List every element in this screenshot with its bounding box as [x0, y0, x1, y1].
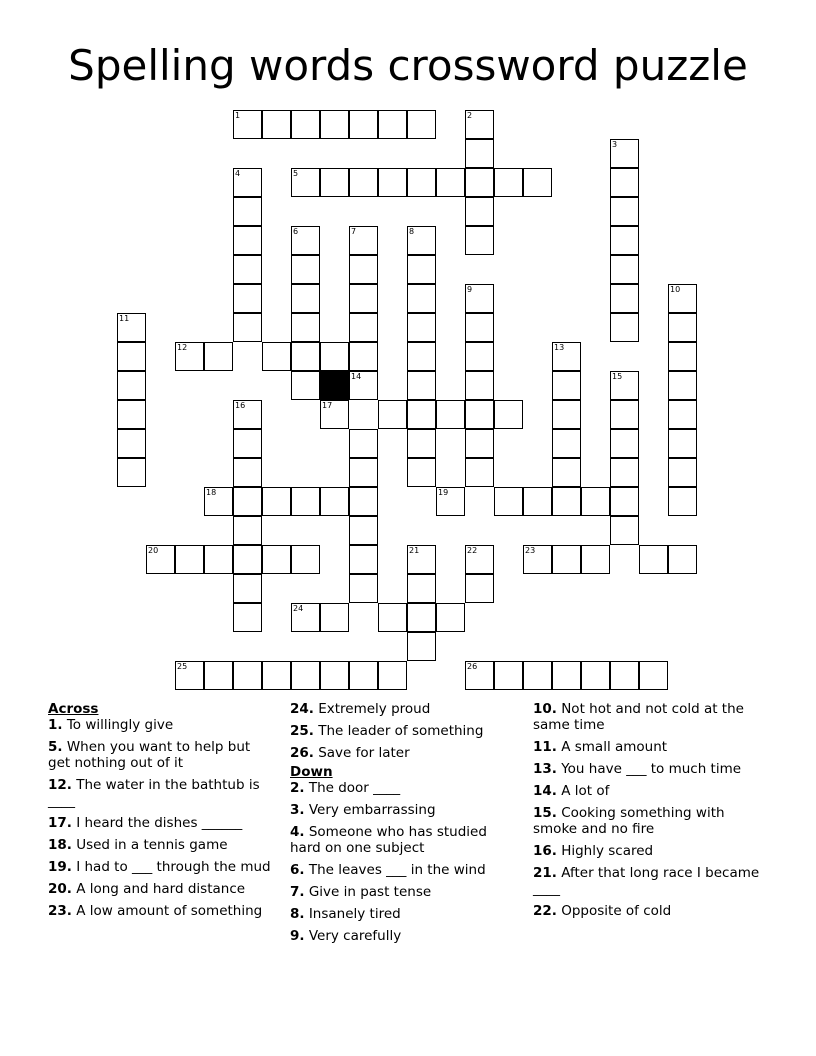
clue-number: 3 — [612, 140, 618, 149]
clue-item — [533, 701, 763, 733]
grid-cell[interactable] — [349, 429, 378, 458]
clue-number: 21 — [409, 546, 420, 555]
grid-cell[interactable] — [610, 371, 639, 400]
grid-cell[interactable] — [552, 342, 581, 371]
clue-number-label: 15. — [533, 805, 557, 821]
clue-number-label: 22. — [533, 903, 557, 919]
clue-item — [290, 723, 515, 739]
grid-cell[interactable] — [407, 226, 436, 255]
clue-number: 25 — [177, 662, 188, 671]
grid-cell[interactable] — [233, 226, 262, 255]
clue-number-label: 25. — [290, 723, 314, 739]
grid-cell[interactable] — [291, 487, 320, 516]
grid-cell[interactable] — [233, 110, 262, 139]
grid-cell[interactable] — [407, 429, 436, 458]
grid-cell[interactable] — [668, 342, 697, 371]
grid-cell[interactable] — [117, 371, 146, 400]
clue-item — [290, 745, 515, 761]
grid-cell[interactable] — [436, 400, 465, 429]
clue-number: 23 — [525, 546, 536, 555]
grid-cell[interactable] — [465, 197, 494, 226]
grid-cell[interactable] — [610, 516, 639, 545]
grid-cell[interactable] — [610, 313, 639, 342]
clue-text: A low amount of something — [71, 903, 263, 919]
clue-text: Someone who has studied hard on one subject — [290, 824, 487, 856]
clue-text: Opposite of cold — [556, 903, 672, 919]
grid-cell[interactable] — [378, 168, 407, 197]
grid-cell[interactable] — [610, 139, 639, 168]
grid-cell[interactable] — [320, 603, 349, 632]
clue-item — [290, 862, 515, 878]
clue-item — [533, 739, 763, 755]
across-clue-list — [48, 717, 276, 919]
grid-cell[interactable] — [523, 545, 552, 574]
clue-text: Very carefully — [304, 928, 402, 944]
clue-text: Used in a tennis game — [71, 837, 228, 853]
clue-number-label: 23. — [48, 903, 72, 919]
grid-cell[interactable] — [610, 168, 639, 197]
grid-cell[interactable] — [465, 342, 494, 371]
clue-number: 6 — [293, 227, 299, 236]
grid-cell[interactable] — [465, 400, 494, 429]
clue-item — [48, 717, 276, 733]
clue-text: Extremely proud — [313, 701, 431, 717]
clue-text: Very embarrassing — [304, 802, 436, 818]
clue-item — [290, 780, 515, 796]
grid-cell-black — [320, 371, 349, 400]
grid-cell[interactable] — [349, 284, 378, 313]
grid-cell[interactable] — [407, 545, 436, 574]
clue-text: Not hot and not cold at the same time — [533, 701, 744, 733]
clue-text: You have ___ to much time — [556, 761, 742, 777]
grid-cell[interactable] — [175, 545, 204, 574]
clue-number-label: 13. — [533, 761, 557, 777]
clue-number-label: 21. — [533, 865, 557, 881]
down-clue-list — [290, 780, 515, 944]
clue-number-label: 19. — [48, 859, 72, 875]
clue-number-label: 20. — [48, 881, 72, 897]
grid-cell[interactable] — [349, 487, 378, 516]
grid-cell[interactable] — [349, 516, 378, 545]
clue-number-label: 10. — [533, 701, 557, 717]
grid-cell[interactable] — [668, 487, 697, 516]
grid-cell[interactable] — [291, 603, 320, 632]
grid-cell[interactable] — [349, 342, 378, 371]
clue-item — [533, 843, 763, 859]
clue-item — [48, 777, 276, 809]
grid-cell[interactable] — [117, 400, 146, 429]
clue-number: 5 — [293, 169, 299, 178]
clue-item — [290, 884, 515, 900]
grid-cell[interactable] — [436, 603, 465, 632]
clue-text: When you want to help but get nothing out of it — [48, 739, 251, 771]
clue-number-label: 12. — [48, 777, 72, 793]
clue-item — [48, 739, 276, 771]
grid-cell[interactable] — [349, 458, 378, 487]
clue-text: The leader of something — [313, 723, 484, 739]
grid-cell[interactable] — [552, 487, 581, 516]
clue-item — [290, 824, 515, 856]
grid-cell[interactable] — [465, 371, 494, 400]
clue-text: After that long race I became ____ — [533, 865, 760, 897]
grid-cell[interactable] — [668, 371, 697, 400]
clue-number: 11 — [119, 314, 130, 323]
grid-cell[interactable] — [552, 458, 581, 487]
clue-number: 19 — [438, 488, 449, 497]
grid-cell[interactable] — [349, 168, 378, 197]
grid-cell[interactable] — [668, 545, 697, 574]
grid-cell[interactable] — [581, 661, 610, 690]
clue-item — [290, 906, 515, 922]
clue-number-label: 18. — [48, 837, 72, 853]
grid-cell[interactable] — [465, 168, 494, 197]
grid-cell[interactable] — [407, 400, 436, 429]
grid-cell[interactable] — [291, 342, 320, 371]
grid-cell[interactable] — [233, 487, 262, 516]
grid-cell[interactable] — [465, 574, 494, 603]
grid-cell[interactable] — [117, 313, 146, 342]
clue-item — [533, 761, 763, 777]
grid-cell[interactable] — [349, 255, 378, 284]
clue-number: 1 — [235, 111, 241, 120]
clue-item — [533, 865, 763, 897]
grid-cell[interactable] — [581, 545, 610, 574]
grid-cell[interactable] — [320, 110, 349, 139]
clue-number-label: 17. — [48, 815, 72, 831]
grid-cell[interactable] — [262, 545, 291, 574]
grid-cell[interactable] — [610, 661, 639, 690]
grid-cell[interactable] — [668, 313, 697, 342]
clue-number: 4 — [235, 169, 241, 178]
grid-cell[interactable] — [378, 400, 407, 429]
clue-text: A lot of — [556, 783, 610, 799]
grid-cell[interactable] — [291, 371, 320, 400]
grid-cell[interactable] — [233, 255, 262, 284]
clue-item — [290, 928, 515, 944]
grid-cell[interactable] — [436, 168, 465, 197]
grid-cell[interactable] — [465, 139, 494, 168]
grid-cell[interactable] — [465, 661, 494, 690]
page-title: Spelling words crossword puzzle — [68, 41, 748, 90]
grid-cell[interactable] — [262, 661, 291, 690]
clues-column-1 — [48, 701, 276, 925]
grid-cell[interactable] — [291, 255, 320, 284]
across-heading: Across — [48, 701, 99, 717]
grid-cell[interactable] — [233, 458, 262, 487]
grid-cell[interactable] — [291, 168, 320, 197]
grid-cell[interactable] — [407, 603, 436, 632]
clue-text: Save for later — [313, 745, 410, 761]
grid-cell[interactable] — [552, 661, 581, 690]
grid-cell[interactable] — [610, 487, 639, 516]
down-clue-list-continued — [533, 701, 763, 919]
grid-cell[interactable] — [233, 603, 262, 632]
grid-cell[interactable] — [407, 342, 436, 371]
grid-cell[interactable] — [494, 487, 523, 516]
grid-cell[interactable] — [436, 487, 465, 516]
clue-number: 16 — [235, 401, 246, 410]
clue-number-label: 11. — [533, 739, 557, 755]
clue-item — [48, 881, 276, 897]
grid-cell[interactable] — [262, 342, 291, 371]
grid-cell[interactable] — [407, 632, 436, 661]
clue-number: 14 — [351, 372, 362, 381]
clue-number-label: 26. — [290, 745, 314, 761]
clue-number-label: 3. — [290, 802, 305, 818]
clue-text: A long and hard distance — [71, 881, 246, 897]
clue-text: I heard the dishes ______ — [71, 815, 243, 831]
grid-cell[interactable] — [233, 429, 262, 458]
grid-cell[interactable] — [639, 545, 668, 574]
clue-item — [48, 815, 276, 831]
grid-cell[interactable] — [407, 313, 436, 342]
clue-text: The door ____ — [304, 780, 401, 796]
grid-cell[interactable] — [407, 371, 436, 400]
grid-cell[interactable] — [378, 603, 407, 632]
down-heading: Down — [290, 764, 333, 780]
grid-cell[interactable] — [349, 574, 378, 603]
grid-cell[interactable] — [175, 661, 204, 690]
grid-cell[interactable] — [407, 458, 436, 487]
grid-cell[interactable] — [581, 487, 610, 516]
clue-number: 7 — [351, 227, 357, 236]
clue-number: 17 — [322, 401, 333, 410]
clue-text: Insanely tired — [304, 906, 401, 922]
clue-number-label: 1. — [48, 717, 63, 733]
clue-number: 26 — [467, 662, 478, 671]
grid-cell[interactable] — [494, 168, 523, 197]
grid-cell[interactable] — [349, 110, 378, 139]
clue-text: I had to ___ through the mud — [71, 859, 271, 875]
grid-cell[interactable] — [349, 661, 378, 690]
grid-cell[interactable] — [465, 313, 494, 342]
grid-cell[interactable] — [204, 661, 233, 690]
grid-cell[interactable] — [407, 168, 436, 197]
grid-cell[interactable] — [610, 226, 639, 255]
clue-number-label: 2. — [290, 780, 305, 796]
clue-number-label: 9. — [290, 928, 305, 944]
clue-number: 9 — [467, 285, 473, 294]
grid-cell[interactable] — [552, 545, 581, 574]
grid-cell[interactable] — [233, 661, 262, 690]
grid-cell[interactable] — [407, 284, 436, 313]
grid-cell[interactable] — [465, 284, 494, 313]
grid-cell[interactable] — [291, 545, 320, 574]
clue-number-label: 4. — [290, 824, 305, 840]
grid-cell[interactable] — [349, 371, 378, 400]
grid-cell[interactable] — [291, 661, 320, 690]
clue-number: 13 — [554, 343, 565, 352]
clue-number: 2 — [467, 111, 473, 120]
grid-cell[interactable] — [233, 168, 262, 197]
grid-cell[interactable] — [465, 110, 494, 139]
grid-cell[interactable] — [320, 487, 349, 516]
grid-cell[interactable] — [523, 168, 552, 197]
grid-cell[interactable] — [117, 429, 146, 458]
grid-cell[interactable] — [668, 284, 697, 313]
grid-cell[interactable] — [349, 226, 378, 255]
clue-text: Give in past tense — [304, 884, 432, 900]
across-clue-list-continued — [290, 701, 515, 761]
grid-cell[interactable] — [233, 197, 262, 226]
clue-item — [533, 805, 763, 837]
grid-cell[interactable] — [291, 313, 320, 342]
clue-number: 12 — [177, 343, 188, 352]
grid-cell[interactable] — [552, 429, 581, 458]
grid-cell[interactable] — [291, 284, 320, 313]
grid-cell[interactable] — [204, 545, 233, 574]
clue-number-label: 24. — [290, 701, 314, 717]
grid-cell[interactable] — [349, 545, 378, 574]
grid-cell[interactable] — [320, 661, 349, 690]
clue-number-label: 7. — [290, 884, 305, 900]
clue-item — [48, 903, 276, 919]
clue-number-label: 6. — [290, 862, 305, 878]
clue-text: To willingly give — [62, 717, 174, 733]
grid-cell[interactable] — [262, 110, 291, 139]
grid-cell[interactable] — [610, 400, 639, 429]
clue-item — [48, 859, 276, 875]
grid-cell[interactable] — [552, 371, 581, 400]
grid-cell[interactable] — [378, 661, 407, 690]
clue-number-label: 8. — [290, 906, 305, 922]
grid-cell[interactable] — [117, 458, 146, 487]
clue-number: 20 — [148, 546, 159, 555]
grid-cell[interactable] — [407, 574, 436, 603]
grid-cell[interactable] — [610, 197, 639, 226]
grid-cell[interactable] — [146, 545, 175, 574]
clue-item — [48, 837, 276, 853]
grid-cell[interactable] — [610, 284, 639, 313]
clue-item — [290, 701, 515, 717]
grid-cell[interactable] — [204, 487, 233, 516]
clue-text: The water in the bathtub is ____ — [48, 777, 260, 809]
grid-cell[interactable] — [407, 110, 436, 139]
grid-cell[interactable] — [494, 661, 523, 690]
grid-cell[interactable] — [639, 661, 668, 690]
grid-cell[interactable] — [233, 313, 262, 342]
grid-cell[interactable] — [668, 400, 697, 429]
grid-cell[interactable] — [465, 458, 494, 487]
clue-number: 22 — [467, 546, 478, 555]
clue-item — [533, 903, 763, 919]
clue-item — [533, 783, 763, 799]
grid-cell[interactable] — [552, 400, 581, 429]
grid-cell[interactable] — [262, 487, 291, 516]
clue-text: Cooking something with smoke and no fire — [533, 805, 725, 837]
grid-cell[interactable] — [465, 429, 494, 458]
grid-cell[interactable] — [291, 226, 320, 255]
grid-cell[interactable] — [291, 110, 320, 139]
grid-cell[interactable] — [233, 545, 262, 574]
grid-cell[interactable] — [233, 284, 262, 313]
grid-cell[interactable] — [233, 400, 262, 429]
grid-cell[interactable] — [494, 400, 523, 429]
clues-column-2 — [290, 701, 515, 950]
grid-cell[interactable] — [610, 429, 639, 458]
clue-text: The leaves ___ in the wind — [304, 862, 486, 878]
clue-number-label: 16. — [533, 843, 557, 859]
clue-number: 15 — [612, 372, 623, 381]
clue-text: A small amount — [556, 739, 668, 755]
grid-cell[interactable] — [523, 661, 552, 690]
grid-cell[interactable] — [320, 400, 349, 429]
grid-cell[interactable] — [204, 342, 233, 371]
grid-cell[interactable] — [117, 342, 146, 371]
grid-cell[interactable] — [465, 545, 494, 574]
clue-text: Highly scared — [556, 843, 654, 859]
clue-number-label: 5. — [48, 739, 63, 755]
grid-cell[interactable] — [668, 429, 697, 458]
grid-cell[interactable] — [233, 574, 262, 603]
clue-number: 10 — [670, 285, 681, 294]
grid-cell[interactable] — [610, 255, 639, 284]
clue-number: 24 — [293, 604, 304, 613]
grid-cell[interactable] — [378, 110, 407, 139]
clue-number: 18 — [206, 488, 217, 497]
clue-item — [290, 802, 515, 818]
clue-number: 8 — [409, 227, 415, 236]
grid-cell[interactable] — [465, 226, 494, 255]
grid-cell[interactable] — [320, 168, 349, 197]
clues-column-3 — [533, 701, 763, 925]
grid-cell[interactable] — [233, 516, 262, 545]
clue-number-label: 14. — [533, 783, 557, 799]
grid-cell[interactable] — [407, 255, 436, 284]
grid-cell[interactable] — [610, 458, 639, 487]
grid-cell[interactable] — [320, 342, 349, 371]
grid-cell[interactable] — [175, 342, 204, 371]
grid-cell[interactable] — [668, 458, 697, 487]
grid-cell[interactable] — [349, 313, 378, 342]
grid-cell[interactable] — [523, 487, 552, 516]
